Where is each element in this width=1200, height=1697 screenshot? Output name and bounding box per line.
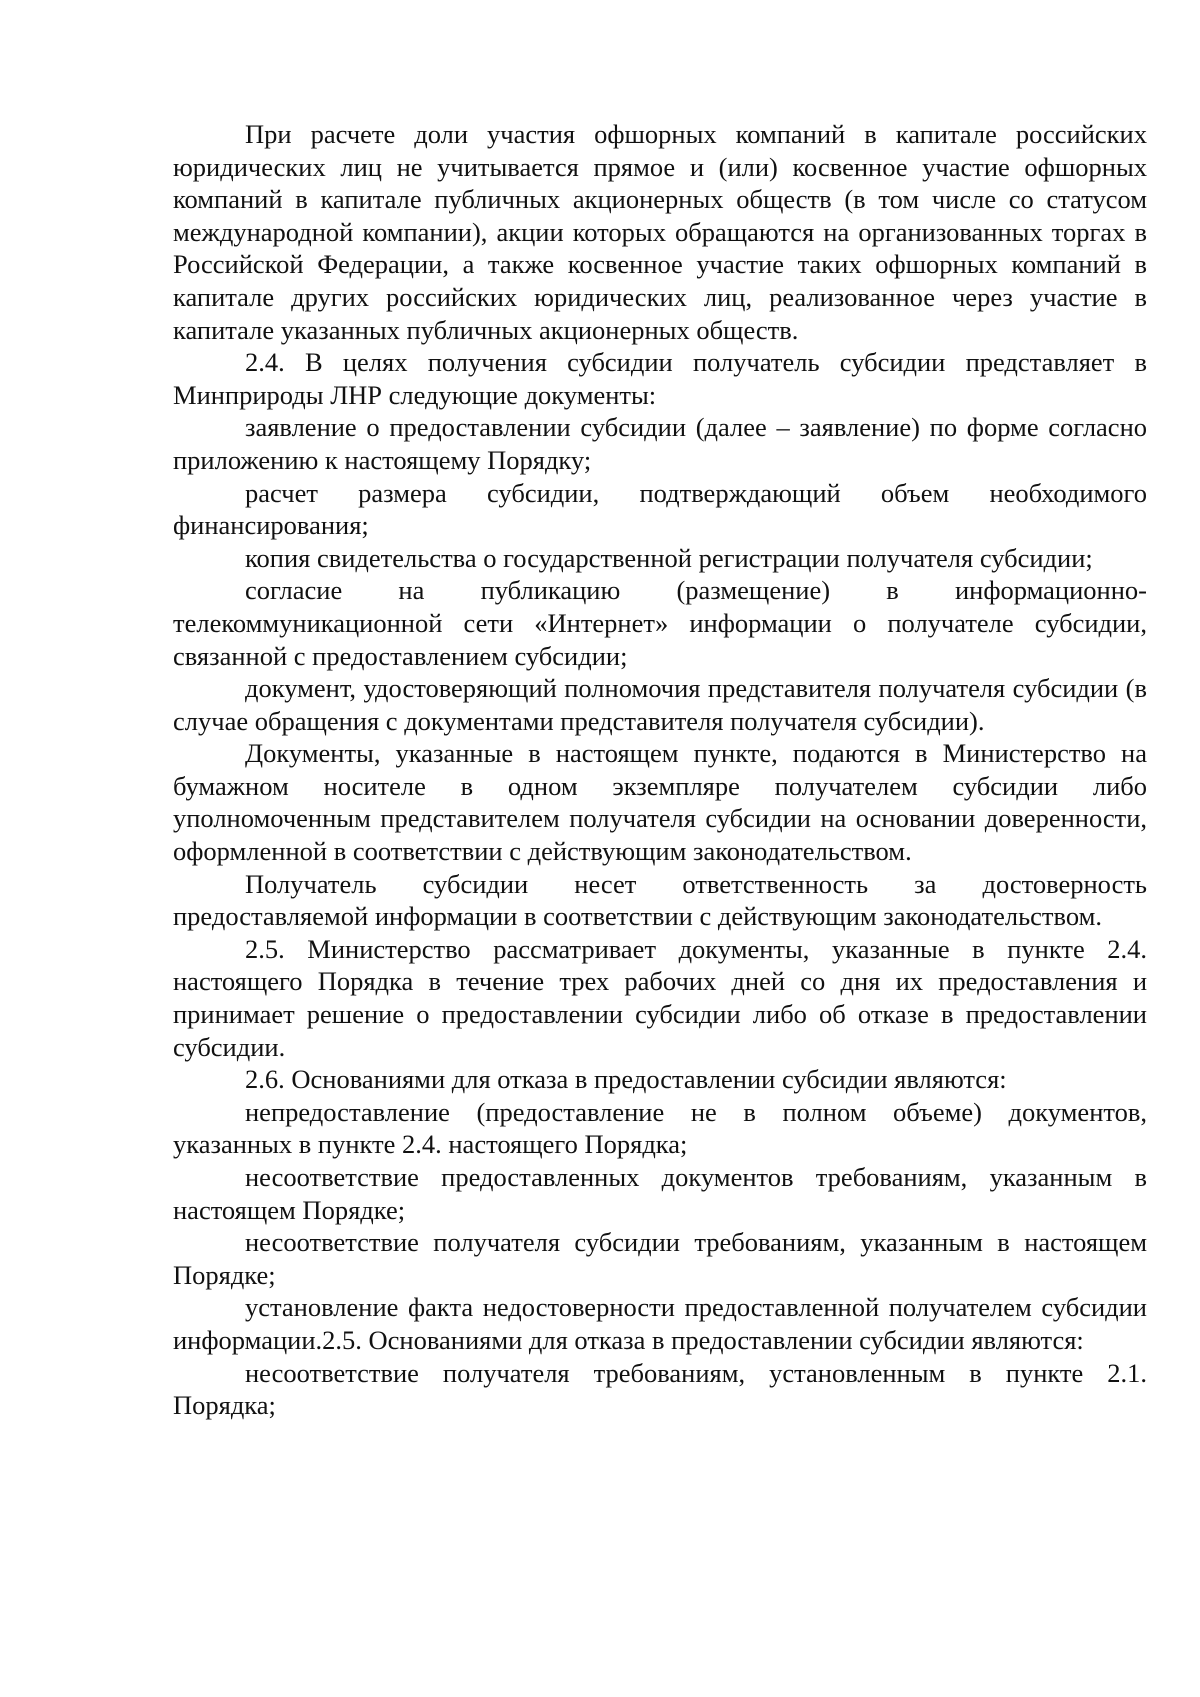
list-item-representative-authority: документ, удостоверяющий полномочия представителя получателя субсидии (в случае обращения с документами представителя получателя субсидии).: [173, 673, 1147, 736]
paragraph-2-5-review: 2.5. Министерство рассматривает документы, указанные в пункте 2.4. настоящего Порядка в течение трех рабочих дней со дня их предоставления и принимает решение о предоставлении субсидии либо об отказе в предоставлении субсидии.: [173, 933, 1147, 1062]
paragraph-document-submission: Документы, указанные в настоящем пункте, подаются в Министерство на бумажном носителе в одном экземпляре получателем субсидии либо уполномоченным представителем получателя субсидии на основании доверенности, оформленной в соответствии с действующим законодательством.: [173, 738, 1147, 867]
paragraph-2-6-refusal-grounds: 2.6. Основаниями для отказа в предоставлении субсидии являются:: [245, 1064, 1007, 1095]
paragraph-offshore-participation: При расчете доли участия офшорных компаний в капитале российских юридических лиц не учитывается прямое и (или) косвенное участие офшорных компаний в капитале публичных акционерных обществ (в том числе со статусом международной компании), акции которых обращаются на организованных торгах в Российской Федерации, а также косвенное участие таких офшорных компаний в капитале других российских юридических лиц, реализованное через участие в капитале указанных публичных акционерных обществ.: [173, 119, 1147, 345]
list-item-subsidy-calculation: расчет размера субсидии, подтверждающий объем необходимого финансирования;: [173, 477, 1147, 541]
list-item-registration-certificate: копия свидетельства о государственной регистрации получателя субсидии;: [245, 542, 1093, 573]
paragraph-2-4-documents: 2.4. В целях получения субсидии получатель субсидии представляет в Минприроды ЛНР следующие документы:: [173, 347, 1147, 410]
list-item-documents-noncompliance: несоответствие предоставленных документов требованиям, указанным в настоящем Порядке;: [173, 1162, 1147, 1225]
list-item-false-information: установление факта недостоверности предоставленной получателем субсидии информации.2.5. Основаниями для отказа в предоставлении субсидии являются:: [173, 1292, 1147, 1355]
list-item-requirements-2-1: несоответствие получателя требованиям, установленным в пункте 2.1. Порядка;: [173, 1357, 1147, 1421]
list-item-recipient-noncompliance: несоответствие получателя субсидии требованиям, указанным в настоящем Порядке;: [173, 1227, 1147, 1290]
document-body: [173, 118, 1147, 1422]
list-item-publication-consent: согласие на публикацию (размещение) в информационно-телекоммуникационной сети «Интернет» информации о получателе субсидии, связанной с предоставлением субсидии;: [173, 575, 1147, 671]
paragraph-recipient-responsibility: Получатель субсидии несет ответственность за достоверность предоставляемой информации в соответствии с действующим законодательством.: [173, 868, 1147, 932]
list-item-incomplete-documents: непредоставление (предоставление не в полном объеме) документов, указанных в пункте 2.4. настоящего Порядка;: [173, 1096, 1147, 1160]
list-item-application: заявление о предоставлении субсидии (далее – заявление) по форме согласно приложению к настоящему Порядку;: [173, 412, 1147, 475]
